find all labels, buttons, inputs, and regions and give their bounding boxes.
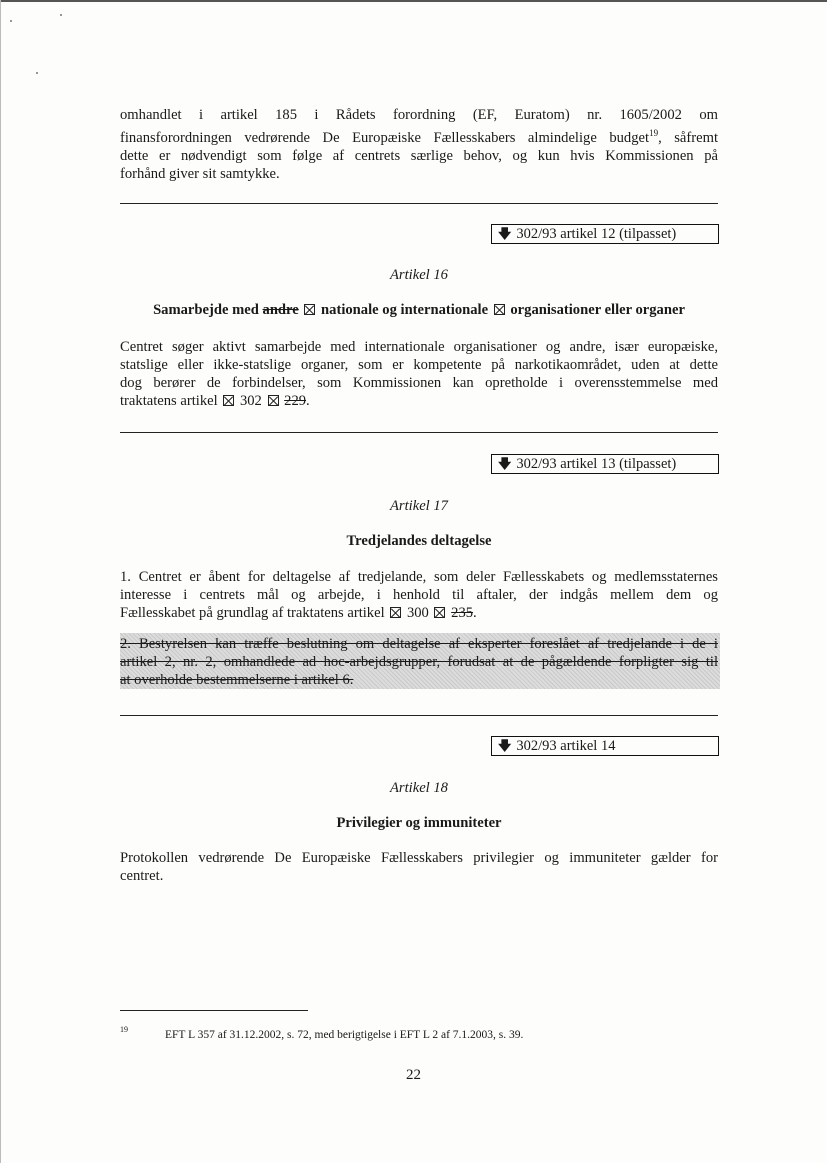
article-body bbox=[120, 338, 718, 410]
scan-speck bbox=[10, 20, 12, 22]
scan-edge-left bbox=[0, 0, 1, 1163]
article-title: Tredjelandes deltagelse bbox=[346, 533, 492, 549]
insert-end-icon bbox=[268, 395, 279, 406]
text-line: Centret søger aktivt samarbejde med internationale organisationer og andre, især europæiske, bbox=[120, 339, 718, 355]
insert-start-icon bbox=[223, 395, 234, 406]
text-line: forhånd giver sit samtykke. bbox=[120, 165, 280, 182]
scan-speck bbox=[60, 14, 62, 16]
insert-end-icon bbox=[494, 304, 505, 315]
source-reference-box: 🡇 302/93 artikel 12 (tilpasset) bbox=[491, 224, 719, 244]
text-line: Fællesskabet på grundlag af traktatens artikel 300 235. bbox=[120, 605, 477, 621]
down-arrow-icon: 🡇 bbox=[498, 227, 512, 242]
deleted-text: 229 bbox=[284, 393, 307, 409]
page-number: 22 bbox=[406, 1067, 421, 1083]
article-title: Samarbejde med andre nationale og internationale organisationer eller organer bbox=[153, 302, 685, 318]
text-line: centret. bbox=[120, 868, 164, 884]
footnote-ref: 19 bbox=[649, 128, 659, 138]
scan-edge-top bbox=[0, 0, 827, 2]
section-divider bbox=[120, 432, 718, 433]
article-body bbox=[120, 568, 718, 622]
deleted-line: at overholde bestemmelserne i artikel 6. bbox=[120, 672, 354, 688]
article-number: Artikel 18 bbox=[390, 780, 448, 796]
text-line: dog berører de forbindelser, som Kommissionen kan opretholde i overensstemmelse med bbox=[120, 375, 718, 391]
text-line: statslige eller ikke-statslige organer, som er kompetente på narkotikaområdet, uden at dette bbox=[120, 357, 718, 373]
insert-start-icon bbox=[390, 607, 401, 618]
intro-paragraph bbox=[120, 106, 718, 183]
text-line: finansforordningen vedrørende De Europæiske Fællesskabers almindelige budget$^{19}$, såfremt bbox=[120, 128, 718, 146]
article-number: Artikel 17 bbox=[390, 498, 448, 514]
article-title: Privilegier og immuniteter bbox=[336, 815, 502, 831]
text-line: dette er nødvendigt som følge af centrets særlige behov, og kun hvis Kommissionen på bbox=[120, 147, 718, 164]
scan-speck bbox=[36, 72, 38, 74]
deleted-line: 2. Bestyrelsen kan træffe beslutning om deltagelse af eksperter foreslået af tredjelande i de i bbox=[120, 636, 718, 652]
text-line: 1. Centret er åbent for deltagelse af tredjelande, som deler Fællesskabets og medlemsstaternes bbox=[120, 569, 718, 585]
deleted-text: 235 bbox=[451, 605, 474, 621]
down-arrow-icon: 🡇 bbox=[498, 739, 512, 754]
footnote-number: 19 bbox=[120, 1025, 128, 1034]
text-line: interesse i centrets mål og arbejde, i henhold til aftaler, der indgås mellem dem og bbox=[120, 587, 718, 603]
section-divider bbox=[120, 715, 718, 716]
source-reference-box: 🡇 302/93 artikel 13 (tilpasset) bbox=[491, 454, 719, 474]
text-line: traktatens artikel 302 229. bbox=[120, 393, 310, 409]
article-body bbox=[120, 849, 718, 885]
footnote-text: EFT L 357 af 31.12.2002, s. 72, med berigtigelse i EFT L 2 af 7.1.2003, s. 39. bbox=[165, 1029, 524, 1041]
source-reference-box: 🡇 302/93 artikel 14 bbox=[491, 736, 719, 756]
deleted-passage bbox=[120, 635, 718, 689]
deleted-text: andre bbox=[262, 302, 299, 318]
down-arrow-icon: 🡇 bbox=[498, 457, 512, 472]
insert-start-icon bbox=[304, 304, 315, 315]
text-line: omhandlet i artikel 185 i Rådets forordning (EF, Euratom) nr. 1605/2002 om bbox=[120, 107, 718, 123]
footnote-divider bbox=[120, 1010, 308, 1011]
insert-end-icon bbox=[434, 607, 445, 618]
deleted-line: artikel 2, nr. 2, omhandlede ad hoc-arbejdsgrupper, forudsat at de pågældende forpligter sig til bbox=[120, 654, 718, 670]
article-number: Artikel 16 bbox=[390, 267, 448, 283]
section-divider bbox=[120, 203, 718, 204]
text-line: Protokollen vedrørende De Europæiske Fællesskabers privilegier og immuniteter gælder for bbox=[120, 850, 718, 866]
